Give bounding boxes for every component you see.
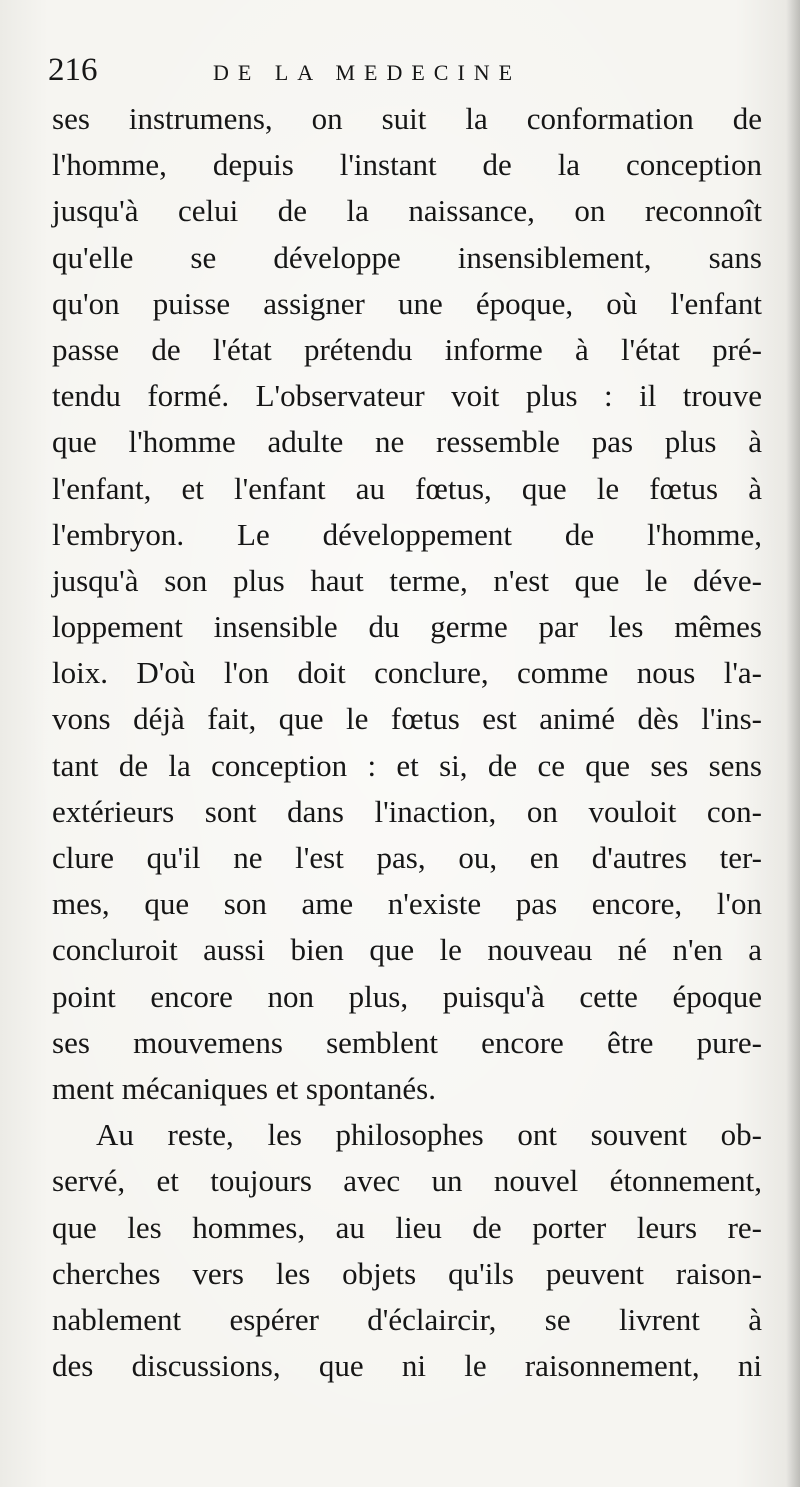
running-head: DE LA MEDECINE [213,60,522,85]
text-line: mes, que son ame n'existe pas encore, l'on [52,886,762,922]
text-line: clure qu'il ne l'est pas, ou, en d'autres ter- [52,840,762,875]
text-line: ses instrumens, on suit la conformation de [52,101,762,136]
text-line: l'embryon. Le développement de l'homme, [52,516,762,552]
text-line: loppement insensible du germe par les mêmes [52,609,762,645]
text-line: que les hommes, au lieu de porter leurs re- [52,1209,762,1245]
body-text [52,96,762,1389]
text-line: tendu formé. L'observateur voit plus : il trouve [52,378,762,414]
paragraph-end-line: ment mécaniques et spontanés. [52,1070,436,1106]
text-line: cherches vers les objets qu'ils peuvent raison- [52,1255,762,1291]
text-line: jusqu'à celui de la naissance, on reconnoît [52,193,762,229]
text-line: vons déjà fait, que le fœtus est animé dès l'ins- [52,701,762,737]
text-line: que l'homme adulte ne ressemble pas plus à [52,424,762,460]
text-line: extérieurs sont dans l'inaction, on vouloit con- [52,793,762,829]
page-number: 216 [48,52,98,88]
text-line: qu'on puisse assigner une époque, où l'enfant [52,285,762,321]
text-line: des discussions, que ni le raisonnement, ni [52,1348,762,1384]
text-line: l'homme, depuis l'instant de la conception [52,147,762,183]
paragraph-start-line: Au reste, les philosophes ont souvent ob- [96,1117,762,1153]
page-edge-shadow [786,0,800,1487]
text-line: ses mouvemens semblent encore être pure- [52,1024,762,1060]
text-line: qu'elle se développe insensiblement, sans [52,239,762,275]
text-line: loix. D'où l'on doit conclure, comme nous l'a- [52,655,762,691]
text-line: passe de l'état prétendu informe à l'état pré- [52,331,762,367]
page-header [48,52,768,92]
text-line: tant de la conception : et si, de ce que ses sens [52,747,762,783]
text-line: nablement espérer d'éclaircir, se livrent à [52,1301,762,1337]
text-line: servé, et toujours avec un nouvel étonnement, [52,1163,762,1199]
text-line: l'enfant, et l'enfant au fœtus, que le fœtus à [52,470,762,506]
text-line: point encore non plus, puisqu'à cette époque [52,978,762,1014]
text-line: jusqu'à son plus haut terme, n'est que le déve- [52,562,762,598]
text-line: concluroit aussi bien que le nouveau né n'en a [52,932,762,968]
